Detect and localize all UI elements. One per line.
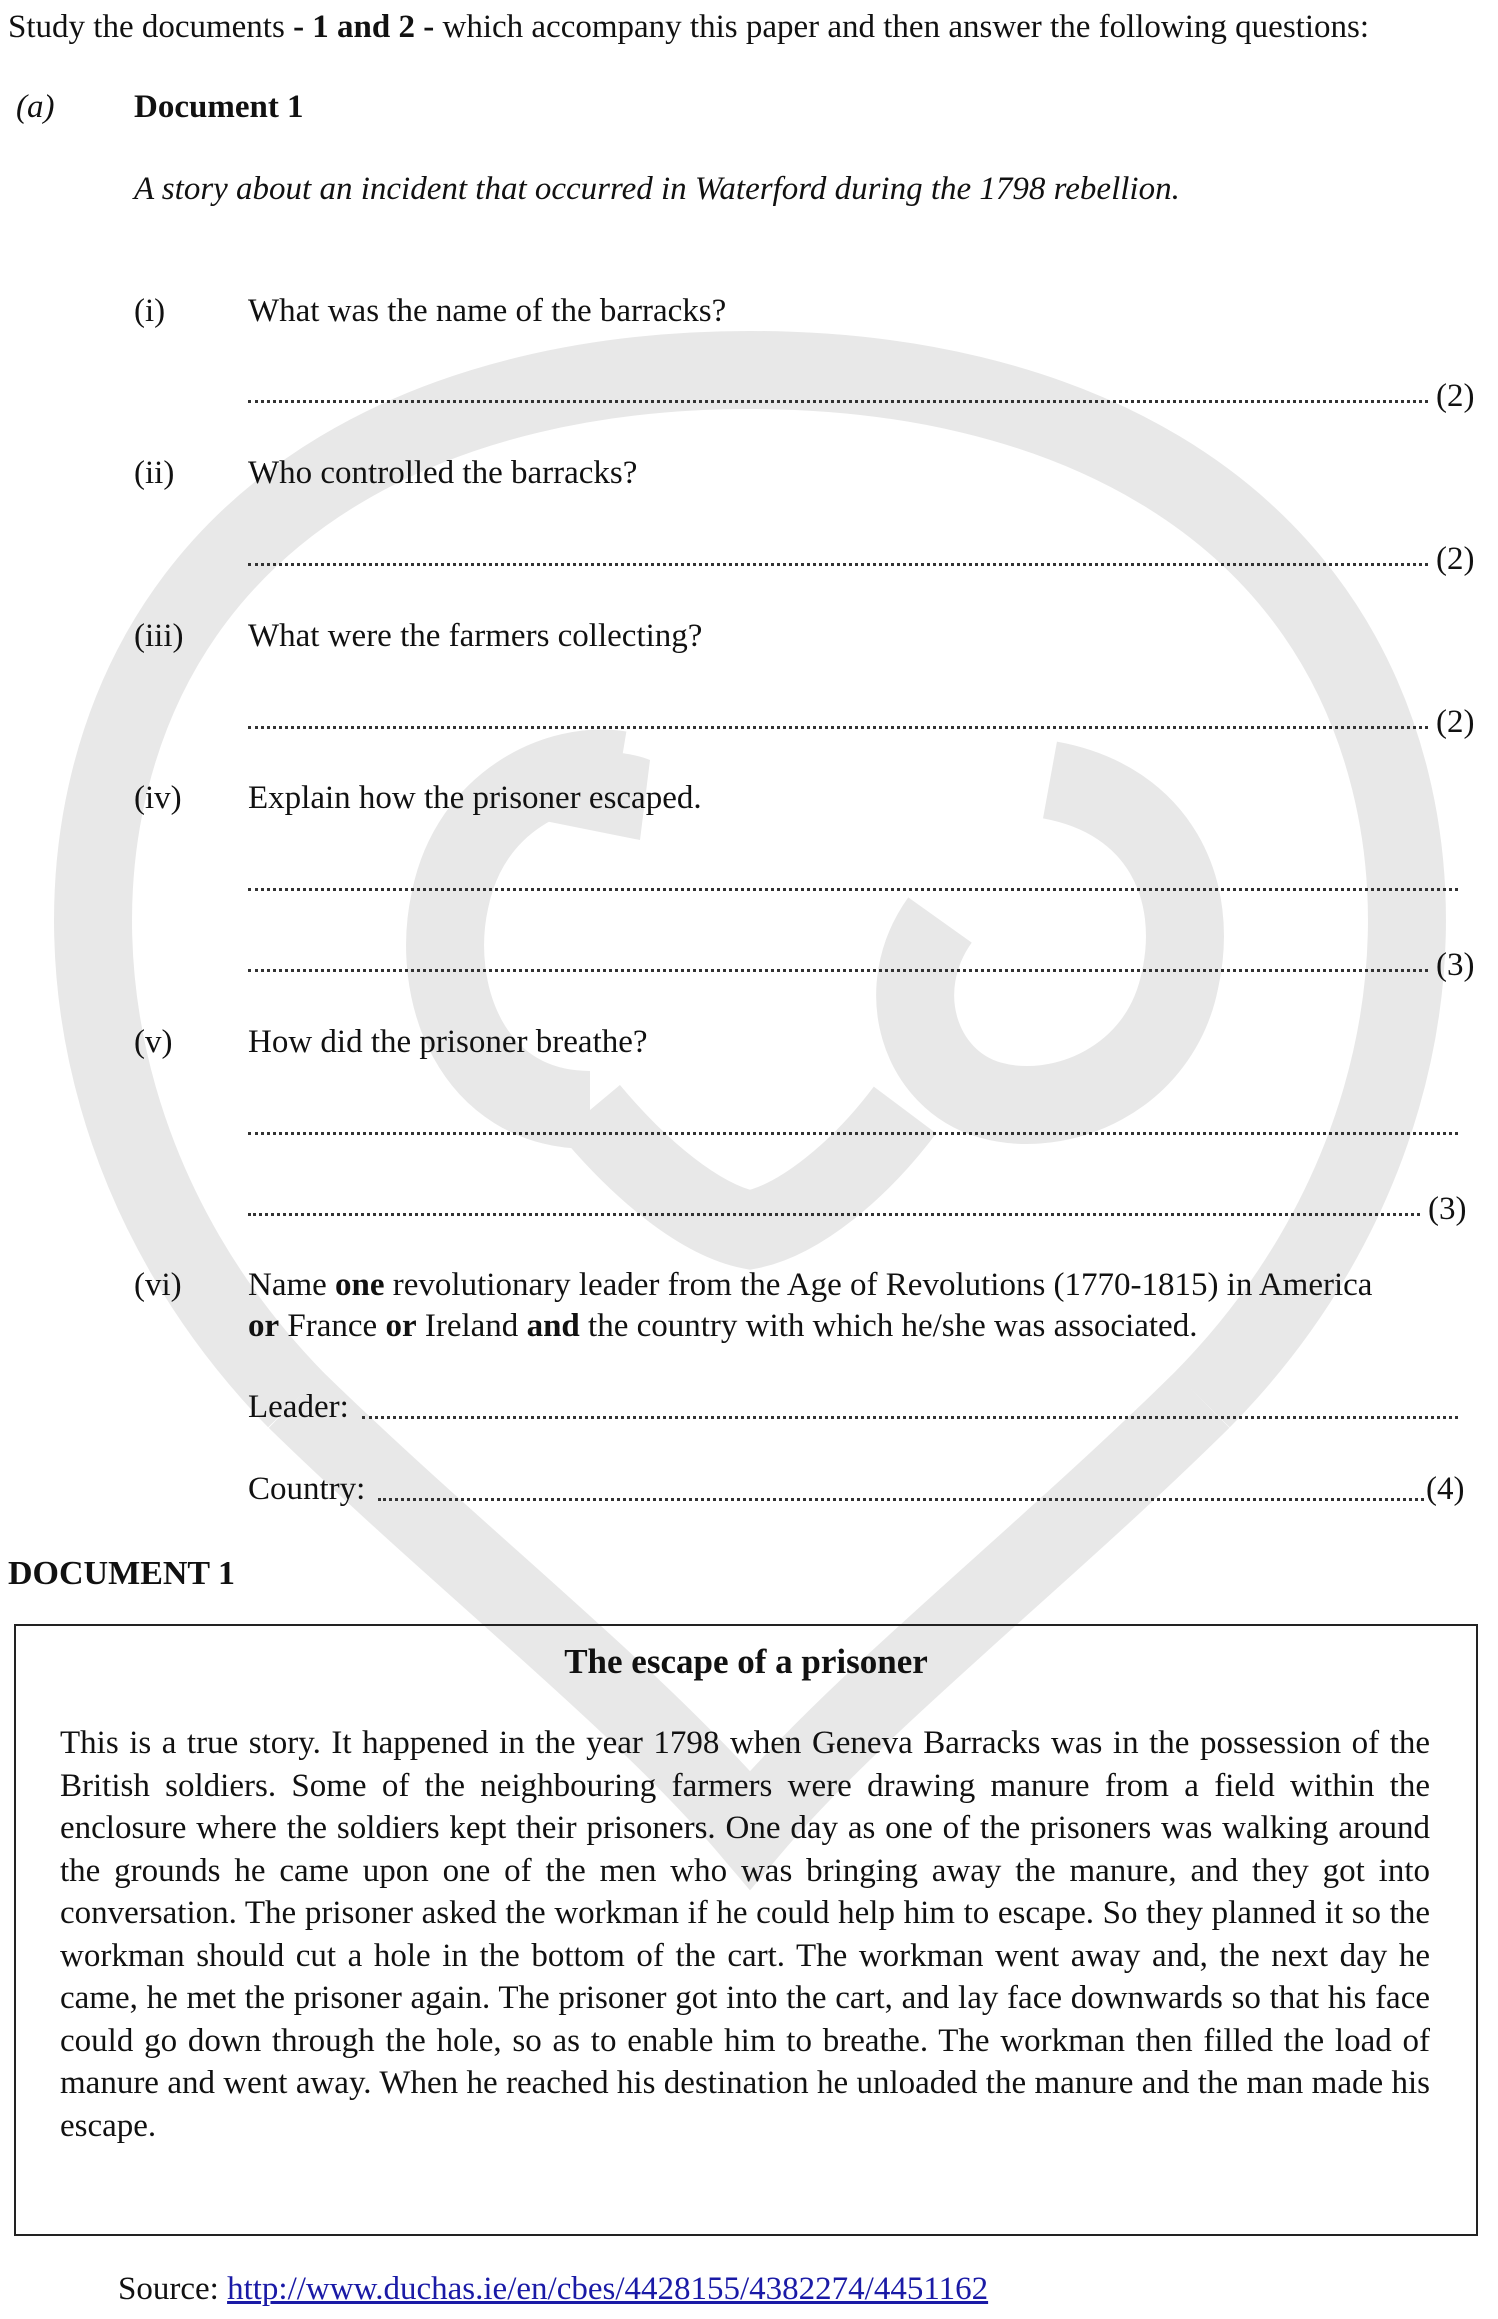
question-number: (iv) [134,780,182,816]
answer-line[interactable] [248,965,1428,972]
question-text: What were the farmers collecting? [248,618,703,654]
answer-line[interactable] [248,396,1428,403]
question-text: How did the prisoner breathe? [248,1024,648,1060]
question-number: (ii) [134,455,175,491]
question-number: (vi) [134,1267,182,1303]
source-line [118,2268,988,2310]
question-marks: (3) [1436,947,1475,983]
section-label: (a) [16,89,55,125]
answer-line[interactable] [248,884,1458,891]
question-text: Name one revolutionary leader from the Age of Revolutions (1770-1815) in America [248,1267,1373,1303]
question-marks: (2) [1436,378,1475,414]
instructions [8,6,1369,48]
answer-line[interactable] [248,1128,1458,1135]
answer-line[interactable] [248,559,1428,566]
question-marks: (2) [1436,541,1475,577]
question-text: What was the name of the barracks? [248,293,727,329]
section-description: A story about an incident that occurred in Waterford during the 1798 rebellion. [134,171,1180,207]
instructions-text: Study the documents [8,9,294,45]
instructions-documents: - 1 and 2 - [293,9,435,45]
question-number: (iii) [134,618,184,654]
country-answer-line[interactable] [378,1494,1424,1501]
question-marks: (3) [1428,1191,1467,1227]
question-marks: (2) [1436,704,1475,740]
instructions-text-end: which accompany this paper and then answer the following questions: [434,9,1370,45]
answer-line[interactable] [248,722,1428,729]
question-text-continued: or France or Ireland and the country with which he/she was associated. [248,1308,1198,1344]
country-label: Country: [248,1471,366,1507]
leader-label: Leader: [248,1389,349,1425]
question-text: Who controlled the barracks? [248,455,638,491]
source-label: Source: [118,2271,228,2307]
document-box [14,1624,1478,2236]
question-number: (v) [134,1024,173,1060]
document-title: The escape of a prisoner [564,1642,928,1681]
leader-answer-line[interactable] [362,1412,1458,1419]
question-text: Explain how the prisoner escaped. [248,780,702,816]
document-label: DOCUMENT 1 [8,1555,235,1592]
section-heading: Document 1 [134,89,304,125]
question-number: (i) [134,293,166,329]
document-body: This is a true story. It happened in the year 1798 when Geneva Barracks was in the possession of the British soldiers. Some of the neighbouring farmers were drawing manure from a field within the enclosure where the soldiers kept their prisoners. One day as one of the prisoners was walking around the grounds he came upon one of the men who was bringing away the manure, and they got into conversation. The prisoner asked the workman if he could help him to escape. So they planned it so the workman should cut a hole in the bottom of the cart. The workman went away and, the next day he came, he met the prisoner again. The prisoner got into the cart, and lay face downwards so that his face could go down through the hole, so as to enable him to breathe. The workman then filled the load of manure and went away. When he reached his destination he unloaded the manure and the man made his escape. [60,1725,1430,2144]
answer-line[interactable] [248,1209,1420,1216]
source-link[interactable]: http://www.duchas.ie/en/cbes/4428155/4382274/4451162 [227,2271,989,2307]
question-marks: (4) [1426,1471,1465,1507]
